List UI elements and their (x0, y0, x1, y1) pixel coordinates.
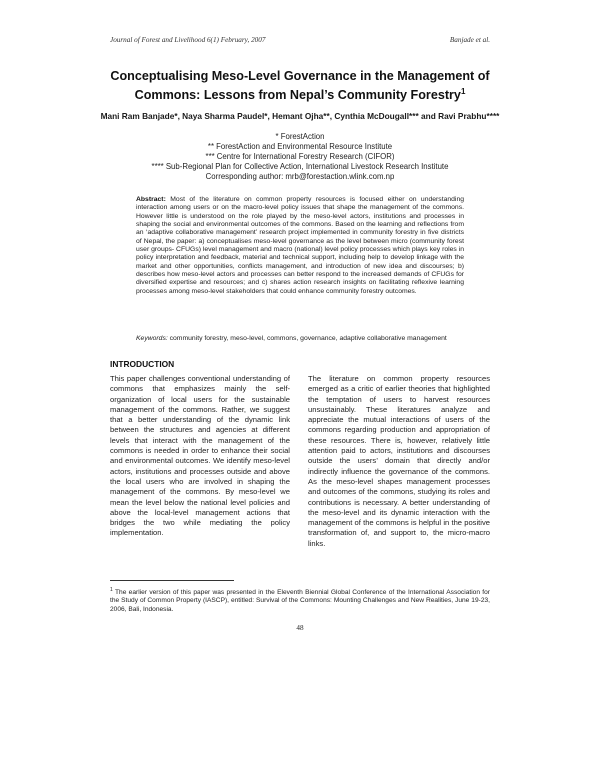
abstract (136, 196, 464, 296)
footnote-text: The earlier version of this paper was presented in the Eleventh Biennial Global Conference of the International Association for the Study of Common Property (IASCP), entitled: Survival of the Commons: Mounting Challenges and New Realities, June 19-23, 2006, Bali, Indonesia. (110, 589, 491, 613)
keywords-label: Keywords: (136, 335, 168, 342)
body-column-right: The literature on common property resources emerged as a critic of earlier theories that highlighted the temptation of users to harvest resources unsustainably. These literatures analyze and appreciate the mutual interactions of users of the commons regarding production and appropriation of these resources. There is, however, relatively little attention paid to actors, institutions and discourses outside the users’ domain that directly and/or indirectly influence the governance of the commons. As the meso-level shapes management processes and outcomes of the commons, studying its roles and contributions is necessary. A better understanding of the meso-level and its dynamic interaction with the management of the commons is helpful in the positive transformation of, and support to, the micro-macro links. (308, 374, 490, 548)
body-column-left: This paper challenges conventional understanding of commons that emphasizes mainly the self-organization of local users for the sustainable management of the commons. Rather, we suggest that a better understanding of the dynamic link between the structures and agencies at different levels that interact with the management of the commons is needed in order to enhance their social and environmental outcomes. We identify meso-level actors, institutions and processes outside and above the local users who are involved in shaping the management of the commons. By meso-level we mean the level below the national level policies and above the local-level management actions that bridges the two while mediating the policy implementation. (110, 374, 290, 538)
affiliation-1: * ForestAction (275, 132, 325, 141)
footnote-divider (110, 580, 234, 581)
affiliation-2: ** ForestAction and Environmental Resource Institute (207, 142, 393, 151)
footnote (110, 586, 490, 614)
running-header (110, 36, 490, 44)
section-heading-introduction: INTRODUCTION (110, 359, 175, 369)
paper-title (90, 68, 510, 103)
title-text: Conceptualising Meso-Level Governance in the Management of Commons: Lessons from Nepal’s Community Forestry (110, 69, 490, 103)
abstract-text: Most of the literature on common property resources is focused either on understanding interaction among users or on the macro-level policy issues that shape the management of the commons. However little is understood on the role played by the meso-level actors, institutions and processes in shaping the social and environmental outcomes of the commons. Based on the learning and reflections from an ‘adaptive collaborative management’ research project implemented in community forestry in five districts of Nepal, the paper: a) conceptualises meso-level governance as the level between micro (community forest user groups- CFUGs) level management and macro (national) level policy processes which plays key roles in policy interpretation and feedback, material and technical support, including help to develop linkage with the market and other opportunities, conflicts management, and introduction of new idea and discourses; b) describes how meso-level actors and processes can better respond to the increased demands of CFUGs for diversified expertise and resources; and c) shares action research insights on facilitating reflexive learning processes among meso-level stakeholders that could enhance community forestry outcomes. (136, 196, 465, 295)
corresponding-author: Corresponding author: mrb@forestaction.wlink.com.np (205, 172, 395, 181)
author-list: Mani Ram Banjade*, Naya Sharma Paudel*, Hemant Ojha**, Cynthia McDougall*** and Ravi Prabhu**** (100, 111, 500, 121)
title-footnote-mark: 1 (460, 87, 466, 96)
abstract-label: Abstract: (136, 196, 166, 203)
affiliation-3: *** Centre for International Forestry Research (CIFOR) (205, 152, 395, 161)
footnote-mark: 1 (110, 587, 113, 593)
affiliation-4: **** Sub-Regional Plan for Collective Action, International Livestock Research Institute (151, 162, 449, 171)
keywords-text: community forestry, meso-level, commons, governance, adaptive collaborative management (169, 335, 447, 342)
page-number: 48 (296, 624, 304, 632)
journal-citation: Journal of Forest and Livelihood 6(1) February, 2007 (110, 36, 266, 44)
keywords (136, 335, 464, 343)
header-author-short: Banjade et al. (449, 36, 490, 44)
